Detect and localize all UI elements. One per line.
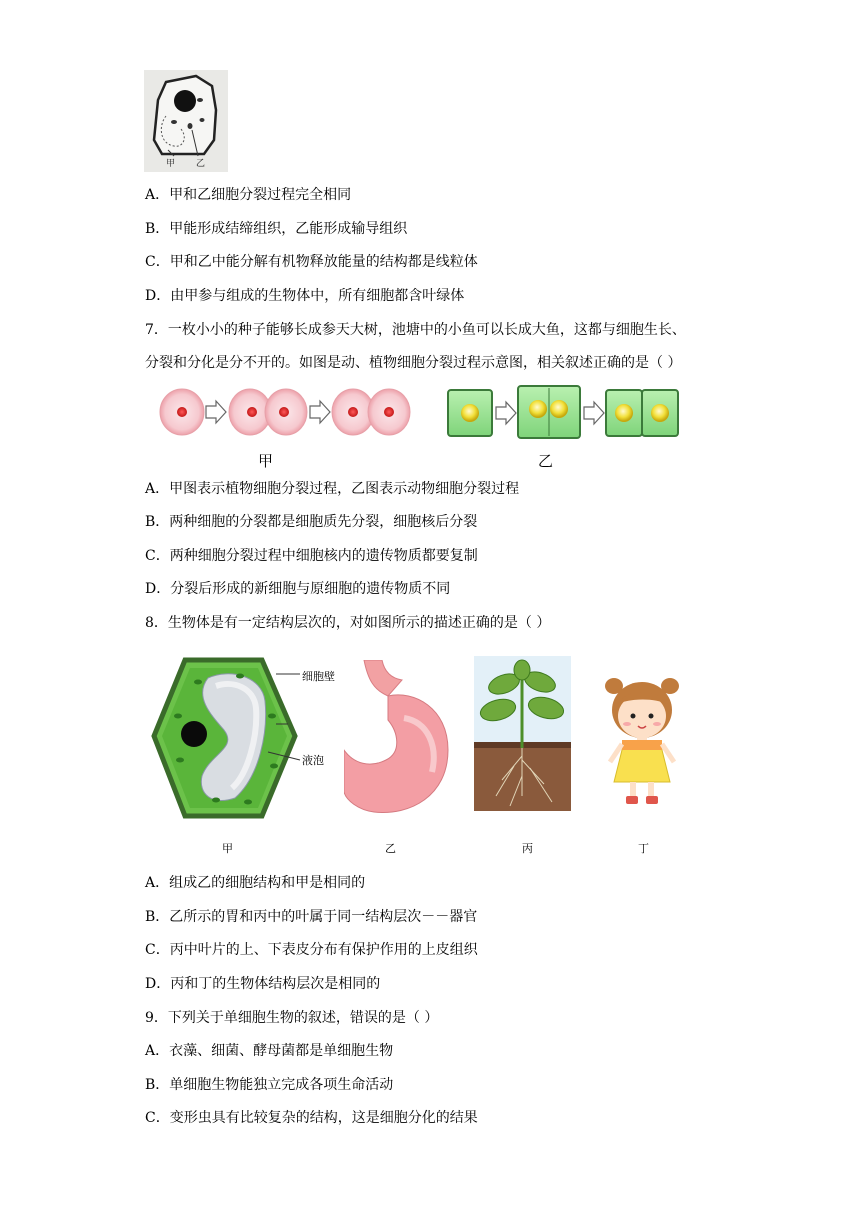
q7-option-b: B．两种细胞的分裂都是细胞质先分裂，细胞核后分裂 bbox=[145, 514, 478, 530]
q8-option-c: C．丙中叶片的上、下表皮分布有保护作用的上皮组织 bbox=[145, 942, 478, 958]
q9-option-c: C．变形虫具有比较复杂的结构，这是细胞分化的结果 bbox=[145, 1110, 478, 1126]
q6-label-yi: 乙 bbox=[196, 159, 206, 169]
q8-option-b: B．乙所示的胃和丙中的叶属于同一结构层次－－器官 bbox=[145, 909, 478, 925]
q8-annotation-cell-wall: 细胞壁 bbox=[302, 670, 335, 683]
q6-option-b: B．甲能形成结缔组织，乙能形成输导组织 bbox=[145, 221, 408, 237]
q7-option-d: D．分裂后形成的新细胞与原细胞的遗传物质不同 bbox=[145, 581, 451, 597]
q9-stem: 9．下列关于单细胞生物的叙述，错误的是（ ） bbox=[145, 1010, 439, 1026]
q8-plant-figure bbox=[474, 656, 571, 811]
q7-stem-line2: 分裂和分化是分不开的。如图是动、植物细胞分裂过程示意图，相关叙述正确的是（ ） bbox=[145, 355, 682, 371]
q8-option-d: D．丙和丁的生物体结构层次是相同的 bbox=[145, 976, 381, 992]
q8-label-ding: 丁 bbox=[638, 842, 649, 855]
q7-option-c: C．两种细胞分裂过程中细胞核内的遗传物质都要复制 bbox=[145, 548, 478, 564]
q7-label-yi: 乙 bbox=[538, 452, 554, 470]
q8-annotation-vacuole: 液泡 bbox=[302, 754, 324, 767]
q6-option-d: D．由甲参与组成的生物体中，所有细胞都含叶绿体 bbox=[145, 288, 465, 304]
q9-option-b: B．单细胞生物能独立完成各项生命活动 bbox=[145, 1077, 394, 1093]
q6-cell-figure bbox=[144, 70, 228, 172]
q6-option-a: A．甲和乙细胞分裂过程完全相同 bbox=[145, 187, 352, 203]
q8-stem: 8．生物体是有一定结构层次的，对如图所示的描述正确的是（ ） bbox=[145, 615, 551, 631]
q6-label-jia: 甲 bbox=[166, 159, 176, 169]
q6-option-c: C．甲和乙中能分解有机物释放能量的结构都是线粒体 bbox=[145, 254, 478, 270]
q7-division-figure bbox=[158, 382, 688, 472]
q7-option-a: A．甲图表示植物细胞分裂过程，乙图表示动物细胞分裂过程 bbox=[145, 481, 520, 497]
q9-option-a: A．衣藻、细菌、酵母菌都是单细胞生物 bbox=[145, 1043, 394, 1059]
q8-stomach-figure bbox=[344, 660, 454, 820]
q8-girl-figure bbox=[600, 670, 684, 808]
q8-label-yi: 乙 bbox=[385, 842, 396, 855]
q8-label-jia: 甲 bbox=[222, 842, 233, 855]
q7-stem-line1: 7．一枚小小的种子能够长成参天大树，池塘中的小鱼可以长成大鱼，这都与细胞生长、 bbox=[145, 322, 686, 338]
q7-label-jia: 甲 bbox=[258, 452, 274, 470]
q8-option-a: A．组成乙的细胞结构和甲是相同的 bbox=[145, 875, 366, 891]
q8-label-bing: 丙 bbox=[522, 842, 533, 855]
